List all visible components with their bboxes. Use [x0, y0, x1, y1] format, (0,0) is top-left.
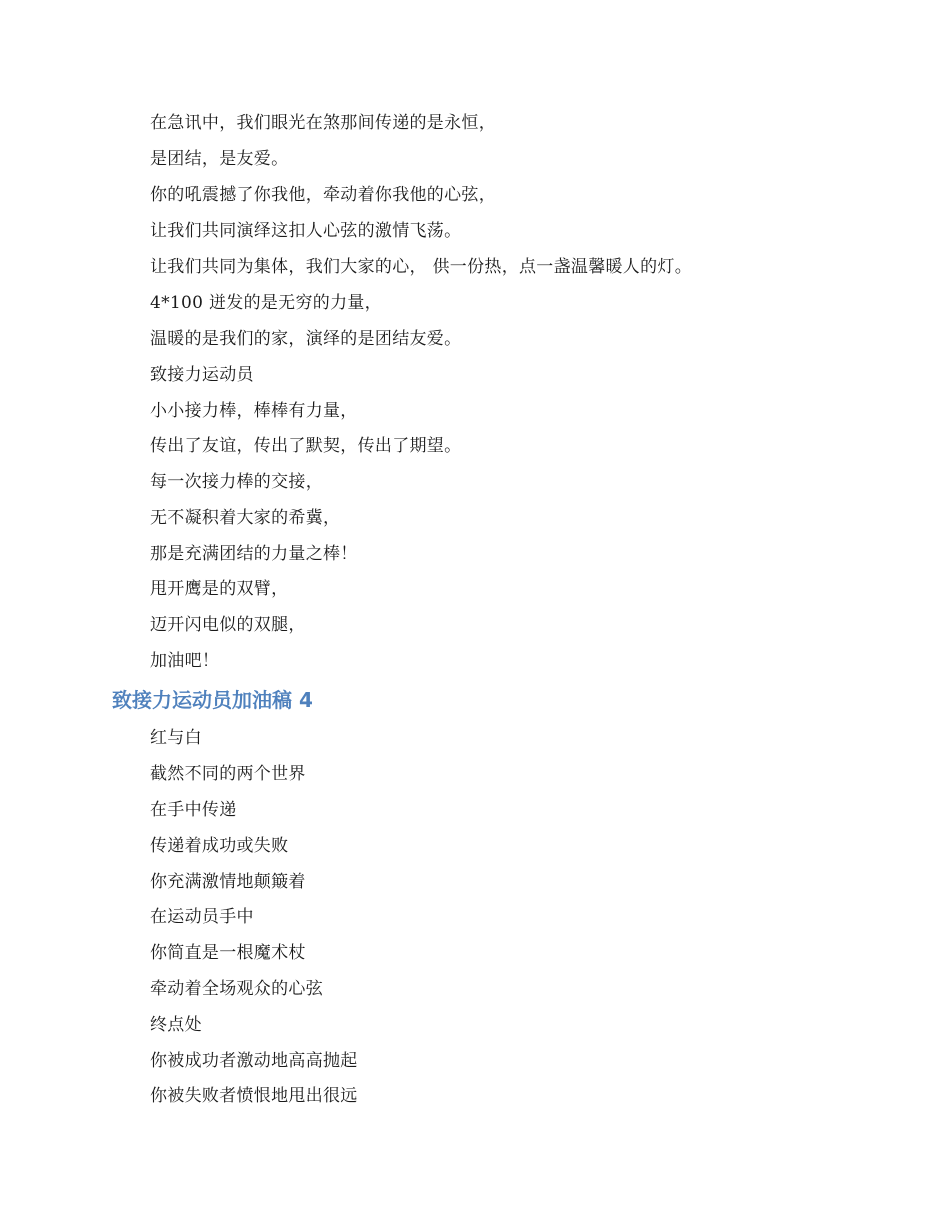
paragraph-line: 牵动着全场观众的心弦 — [150, 979, 323, 999]
paragraph-line: 你被成功者激动地高高抛起 — [150, 1051, 358, 1071]
paragraph-line: 让我们共同为集体，我们大家的心， 供一份热，点一盏温馨暖人的灯。 — [150, 257, 693, 277]
paragraph-line: 那是充满团结的力量之棒！ — [150, 544, 358, 564]
paragraph-line: 你充满激情地颠簸着 — [150, 872, 306, 892]
paragraph-line: 你的吼震撼了你我他，牵动着你我他的心弦， — [150, 185, 496, 205]
paragraph-line: 在急讯中，我们眼光在煞那间传递的是永恒， — [150, 113, 496, 133]
paragraph-line: 终点处 — [150, 1015, 202, 1035]
paragraph-line: 迈开闪电似的双腿， — [150, 615, 306, 635]
paragraph-line: 在运动员手中 — [150, 907, 254, 927]
paragraph-line: 温暖的是我们的家，演绎的是团结友爱。 — [150, 329, 462, 349]
section-heading: 致接力运动员加油稿 4 — [112, 688, 313, 712]
paragraph-line: 红与白 — [150, 728, 202, 748]
paragraph-line: 你被失败者愤恨地甩出很远 — [150, 1086, 358, 1106]
paragraph-line: 截然不同的两个世界 — [150, 764, 306, 784]
paragraph-line: 让我们共同演绎这扣人心弦的激情飞荡。 — [150, 221, 462, 241]
paragraph-line: 传出了友谊，传出了默契，传出了期望。 — [150, 436, 462, 456]
paragraph-line: 致接力运动员 — [150, 365, 254, 385]
paragraph-line: 甩开鹰是的双臂， — [150, 579, 289, 599]
paragraph-line: 在手中传递 — [150, 800, 237, 820]
paragraph-line: 你简直是一根魔术杖 — [150, 943, 306, 963]
paragraph-line: 小小接力棒，棒棒有力量， — [150, 401, 358, 421]
paragraph-line: 4*100 迸发的是无穷的力量， — [150, 293, 382, 313]
paragraph-line: 加油吧！ — [150, 651, 220, 671]
paragraph-line: 是团结，是友爱。 — [150, 149, 289, 169]
paragraph-line: 每一次接力棒的交接， — [150, 472, 323, 492]
paragraph-line: 传递着成功或失败 — [150, 836, 289, 856]
paragraph-line: 无不凝积着大家的希冀， — [150, 508, 341, 528]
